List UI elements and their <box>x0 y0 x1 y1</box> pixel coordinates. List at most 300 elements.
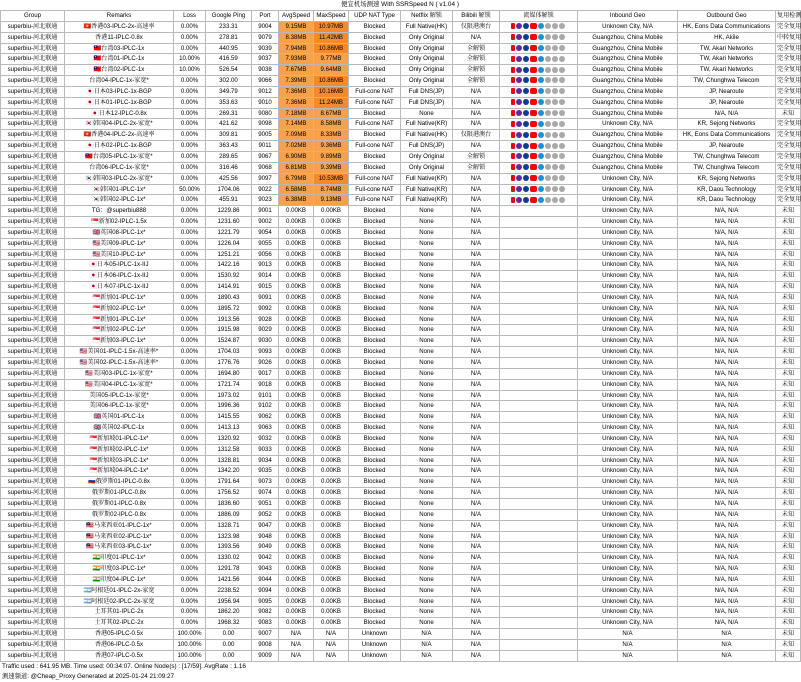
cell-netflix: Full Native(HK) <box>401 21 453 32</box>
cell-loss: 0.00% <box>174 585 206 596</box>
cell-maxspeed: 0.00KB <box>314 585 349 596</box>
cell-google-ping: 1415.55 <box>206 412 252 423</box>
cell-loss: 0.00% <box>174 574 206 585</box>
table-row <box>1 173 801 184</box>
cell-loss: 0.00% <box>174 444 206 455</box>
disney-icon <box>523 121 529 127</box>
cell-reuse: 未知 <box>776 325 801 336</box>
gray-icon <box>545 56 551 62</box>
table-row <box>1 217 801 228</box>
cell-avgspeed: 7.67MB <box>279 65 314 76</box>
gray-icon <box>559 175 565 181</box>
cell-maxspeed: 0.00KB <box>314 217 349 228</box>
cell-bilibili: N/A <box>453 639 500 650</box>
cell-inbound-geo: Guangzhou, China Mobile <box>578 65 678 76</box>
cell-reuse: 未知 <box>776 607 801 618</box>
cell-bilibili: N/A <box>453 173 500 184</box>
cell-group: superbiu-河北联通 <box>1 303 65 314</box>
hbo-icon <box>516 110 522 116</box>
cell-google-ping: 416.59 <box>206 54 252 65</box>
cell-maxspeed: 10.86MB <box>314 76 349 87</box>
cell-group: superbiu-河北联通 <box>1 564 65 575</box>
cell-avgspeed: 0.00KB <box>279 303 314 314</box>
prime-icon <box>538 23 544 29</box>
cell-bilibili: N/A <box>453 184 500 195</box>
cell-inbound-geo: Unknown City, N/A <box>578 184 678 195</box>
table-row <box>1 130 801 141</box>
cell-inbound-geo: Unknown City, N/A <box>578 585 678 596</box>
gray-icon <box>545 186 551 192</box>
cell-maxspeed: 9.64MB <box>314 65 349 76</box>
disney-icon <box>523 56 529 62</box>
cell-streaming <box>500 585 578 596</box>
cell-port: 9098 <box>252 119 279 130</box>
cell-google-ping: 1530.92 <box>206 271 252 282</box>
cell-group: superbiu-河北联通 <box>1 607 65 618</box>
gray-icon <box>545 132 551 138</box>
cell-group: superbiu-河北联通 <box>1 173 65 184</box>
cell-netflix: Full Native(KR) <box>401 184 453 195</box>
cell-streaming <box>500 433 578 444</box>
cell-google-ping: 1956.94 <box>206 596 252 607</box>
cell-bilibili: 全解锁 <box>453 65 500 76</box>
gray-icon <box>552 23 558 29</box>
cell-outbound-geo: KR, Sejong Networks <box>678 119 776 130</box>
cell-bilibili: N/A <box>453 260 500 271</box>
cell-loss: 0.00% <box>174 76 206 87</box>
cell-port: 9049 <box>252 542 279 553</box>
cell-google-ping: 1221.79 <box>206 227 252 238</box>
cell-streaming <box>500 520 578 531</box>
gray-icon <box>559 121 565 127</box>
cell-inbound-geo: Unknown City, N/A <box>578 520 678 531</box>
cell-reuse: 未知 <box>776 574 801 585</box>
cell-loss: 0.00% <box>174 368 206 379</box>
cell-avgspeed: 0.00KB <box>279 542 314 553</box>
hbo-icon <box>516 34 522 40</box>
cell-outbound-geo: N/A, N/A <box>678 217 776 228</box>
disney-icon <box>523 175 529 181</box>
cell-udp-nat: Blocked <box>349 260 401 271</box>
gray-icon <box>559 23 565 29</box>
cell-avgspeed: 0.00KB <box>279 574 314 585</box>
cell-netflix: N/A <box>401 629 453 640</box>
cell-inbound-geo: Unknown City, N/A <box>578 325 678 336</box>
youtube-icon <box>530 164 537 170</box>
cell-maxspeed: N/A <box>314 650 349 661</box>
cell-maxspeed: 0.00KB <box>314 444 349 455</box>
cell-google-ping: 1996.36 <box>206 401 252 412</box>
cell-port: 9043 <box>252 564 279 575</box>
cell-avgspeed: 0.00KB <box>279 206 314 217</box>
cell-avgspeed: 7.09MB <box>279 130 314 141</box>
cell-maxspeed: 0.00KB <box>314 292 349 303</box>
cell-group: superbiu-河北联通 <box>1 358 65 369</box>
youtube-icon <box>530 121 537 127</box>
cell-group: superbiu-河北联通 <box>1 574 65 585</box>
cell-group: superbiu-河北联通 <box>1 227 65 238</box>
cell-remarks: 🇹🇼台湾01-IPLC-1x <box>65 54 174 65</box>
table-row <box>1 282 801 293</box>
cell-maxspeed: 0.00KB <box>314 282 349 293</box>
cell-outbound-geo: JP, Nearoute <box>678 141 776 152</box>
cell-outbound-geo: N/A, N/A <box>678 108 776 119</box>
cell-google-ping: 1704.06 <box>206 184 252 195</box>
table-row <box>1 650 801 661</box>
cell-netflix: None <box>401 488 453 499</box>
cell-inbound-geo: Unknown City, N/A <box>578 574 678 585</box>
cell-remarks: 🇺🇸美国01-IPLC-1.5x-高速率* <box>65 347 174 358</box>
cell-maxspeed: 0.00KB <box>314 542 349 553</box>
cell-google-ping: 269.31 <box>206 108 252 119</box>
cell-group: superbiu-河北联通 <box>1 86 65 97</box>
cell-group: superbiu-河北联通 <box>1 379 65 390</box>
cell-maxspeed: 0.00KB <box>314 498 349 509</box>
cell-group: superbiu-河北联通 <box>1 314 65 325</box>
cell-udp-nat: Blocked <box>349 347 401 358</box>
cell-reuse: 完全复用 <box>776 151 801 162</box>
cell-loss: 0.00% <box>174 466 206 477</box>
cell-udp-nat: Blocked <box>349 130 401 141</box>
cell-streaming <box>500 498 578 509</box>
cell-netflix: None <box>401 423 453 434</box>
youtube-icon <box>530 45 537 51</box>
cell-loss: 0.00% <box>174 141 206 152</box>
cell-maxspeed: 0.00KB <box>314 466 349 477</box>
cell-reuse: 未知 <box>776 564 801 575</box>
cell-netflix: None <box>401 596 453 607</box>
cell-loss: 10.00% <box>174 65 206 76</box>
cell-loss: 0.00% <box>174 292 206 303</box>
cell-udp-nat: Blocked <box>349 151 401 162</box>
cell-netflix: Only Original <box>401 162 453 173</box>
cell-reuse: 未知 <box>776 379 801 390</box>
cell-streaming <box>500 292 578 303</box>
cell-maxspeed: 0.00KB <box>314 390 349 401</box>
cell-avgspeed: 0.00KB <box>279 433 314 444</box>
cell-avgspeed: 7.36MB <box>279 86 314 97</box>
cell-outbound-geo: N/A, N/A <box>678 553 776 564</box>
cell-inbound-geo: Unknown City, N/A <box>578 401 678 412</box>
cell-udp-nat: Full-cone NAT <box>349 86 401 97</box>
cell-port: 9052 <box>252 509 279 520</box>
cell-maxspeed: 0.00KB <box>314 455 349 466</box>
cell-reuse: 未知 <box>776 498 801 509</box>
cell-bilibili: N/A <box>453 423 500 434</box>
cell-bilibili: N/A <box>453 444 500 455</box>
cell-avgspeed: 0.00KB <box>279 585 314 596</box>
cell-bilibili: N/A <box>453 390 500 401</box>
cell-udp-nat: Blocked <box>349 520 401 531</box>
cell-port: 9022 <box>252 184 279 195</box>
cell-avgspeed: 0.00KB <box>279 509 314 520</box>
cell-avgspeed: 0.00KB <box>279 217 314 228</box>
col-header-port: Port <box>252 11 279 22</box>
gray-icon <box>545 197 551 203</box>
table-row <box>1 466 801 477</box>
cell-streaming <box>500 607 578 618</box>
cell-port: 9048 <box>252 531 279 542</box>
cell-maxspeed: 8.58MB <box>314 119 349 130</box>
cell-port: 9092 <box>252 303 279 314</box>
cell-streaming <box>500 249 578 260</box>
cell-google-ping: 1862.20 <box>206 607 252 618</box>
cell-streaming <box>500 455 578 466</box>
cell-remarks: 🇸🇬新加坡01-IPLC-1x* <box>65 433 174 444</box>
cell-remarks: 🇬🇧英国01-IPLC-1x <box>65 412 174 423</box>
col-header-inbound-geo: Inbound Geo <box>578 11 678 22</box>
table-row <box>1 477 801 488</box>
cell-outbound-geo: N/A, N/A <box>678 336 776 347</box>
cell-outbound-geo: TW, Chunghwa Telecom <box>678 151 776 162</box>
cell-loss: 0.00% <box>174 271 206 282</box>
cell-inbound-geo: Unknown City, N/A <box>578 477 678 488</box>
cell-group: superbiu-河北联通 <box>1 423 65 434</box>
cell-streaming <box>500 303 578 314</box>
disney-icon <box>523 77 529 83</box>
cell-udp-nat: Full-cone NAT <box>349 141 401 152</box>
disney-icon <box>523 186 529 192</box>
cell-avgspeed: 0.00KB <box>279 347 314 358</box>
cell-netflix: None <box>401 206 453 217</box>
disney-icon <box>523 132 529 138</box>
cell-inbound-geo: Guangzhou, China Mobile <box>578 130 678 141</box>
hbo-icon <box>516 164 522 170</box>
cell-maxspeed: 9.89MB <box>314 151 349 162</box>
table-row <box>1 379 801 390</box>
cell-outbound-geo: N/A, N/A <box>678 423 776 434</box>
cell-maxspeed: 9.39MB <box>314 162 349 173</box>
cell-avgspeed: 0.00KB <box>279 596 314 607</box>
cell-outbound-geo: N/A, N/A <box>678 292 776 303</box>
gray-icon <box>559 34 565 40</box>
cell-netflix: None <box>401 618 453 629</box>
cell-bilibili: 全解锁 <box>453 76 500 87</box>
cell-outbound-geo: N/A, N/A <box>678 498 776 509</box>
cell-bilibili: N/A <box>453 553 500 564</box>
prime-icon <box>538 77 544 83</box>
cell-udp-nat: Blocked <box>349 43 401 54</box>
cell-port: 9055 <box>252 238 279 249</box>
cell-maxspeed: 8.67MB <box>314 108 349 119</box>
cell-remarks: 香港05-IPLC-0.5x <box>65 629 174 640</box>
cell-bilibili: N/A <box>453 596 500 607</box>
cell-loss: 10.00% <box>174 54 206 65</box>
prime-icon <box>538 153 544 159</box>
cell-udp-nat: Full-cone NAT <box>349 184 401 195</box>
gray-icon <box>552 45 558 51</box>
cell-reuse: 未知 <box>776 347 801 358</box>
cell-netflix: None <box>401 585 453 596</box>
cell-udp-nat: Blocked <box>349 444 401 455</box>
cell-netflix: Full DNS(JP) <box>401 97 453 108</box>
cell-port: 9023 <box>252 195 279 206</box>
cell-inbound-geo: Unknown City, N/A <box>578 488 678 499</box>
netflix-icon <box>511 56 515 62</box>
cell-google-ping: 455.91 <box>206 195 252 206</box>
cell-inbound-geo: Unknown City, N/A <box>578 423 678 434</box>
cell-loss: 0.00% <box>174 249 206 260</box>
table-row <box>1 401 801 412</box>
table-row <box>1 249 801 260</box>
cell-maxspeed: 10.97MB <box>314 21 349 32</box>
cell-port: 9091 <box>252 292 279 303</box>
youtube-icon <box>530 77 537 83</box>
gray-icon <box>559 153 565 159</box>
cell-reuse: 未知 <box>776 314 801 325</box>
cell-google-ping: 1913.56 <box>206 314 252 325</box>
table-row <box>1 358 801 369</box>
col-header-streaming: 流媒体解锁 <box>500 11 578 22</box>
cell-google-ping: 1895.72 <box>206 303 252 314</box>
cell-port: 9009 <box>252 650 279 661</box>
table-row <box>1 325 801 336</box>
report-title: 便宜机场测速 With SSRSpeed N ( v1.04 ) <box>341 1 459 8</box>
cell-loss: 0.00% <box>174 423 206 434</box>
col-header-reuse: 复用检测 <box>776 11 801 22</box>
cell-remarks: 香港07-IPLC-0.5x <box>65 650 174 661</box>
cell-remarks: 🇬🇧英国02-IPLC-1x <box>65 423 174 434</box>
cell-remarks: 🇯🇵日本02-IPLC-1x-BGP <box>65 141 174 152</box>
cell-streaming <box>500 65 578 76</box>
disney-icon <box>523 110 529 116</box>
cell-remarks: 🇹🇼台湾02-IPLC-1x <box>65 65 174 76</box>
gray-icon <box>552 197 558 203</box>
cell-inbound-geo: Unknown City, N/A <box>578 217 678 228</box>
cell-inbound-geo: Unknown City, N/A <box>578 466 678 477</box>
cell-outbound-geo: N/A, N/A <box>678 542 776 553</box>
cell-group: superbiu-河北联通 <box>1 271 65 282</box>
cell-port: 9067 <box>252 151 279 162</box>
gray-icon <box>552 121 558 127</box>
cell-streaming <box>500 509 578 520</box>
cell-group: superbiu-河北联通 <box>1 347 65 358</box>
cell-bilibili: N/A <box>453 119 500 130</box>
cell-google-ping: 1776.76 <box>206 358 252 369</box>
cell-google-ping: 1836.60 <box>206 498 252 509</box>
cell-avgspeed: N/A <box>279 629 314 640</box>
cell-streaming <box>500 423 578 434</box>
table-row <box>1 76 801 87</box>
cell-streaming <box>500 379 578 390</box>
cell-netflix: None <box>401 379 453 390</box>
netflix-icon <box>511 88 515 94</box>
gray-icon <box>559 110 565 116</box>
cell-streaming <box>500 184 578 195</box>
gray-icon <box>559 186 565 192</box>
cell-remarks: 俄罗斯01-IPLC-0.8x <box>65 488 174 499</box>
table-row <box>1 21 801 32</box>
cell-outbound-geo: N/A, N/A <box>678 596 776 607</box>
cell-loss: 0.00% <box>174 130 206 141</box>
cell-streaming <box>500 390 578 401</box>
netflix-icon <box>511 77 515 83</box>
cell-remarks: 🇭🇰香港03-IPLC-2x-高速率 <box>65 21 174 32</box>
cell-inbound-geo: Unknown City, N/A <box>578 206 678 217</box>
cell-outbound-geo: N/A, N/A <box>678 607 776 618</box>
gray-icon <box>552 132 558 138</box>
table-row <box>1 412 801 423</box>
cell-avgspeed: 0.00KB <box>279 401 314 412</box>
cell-netflix: Only Original <box>401 43 453 54</box>
cell-outbound-geo: N/A <box>678 629 776 640</box>
cell-bilibili: N/A <box>453 433 500 444</box>
cell-udp-nat: Blocked <box>349 542 401 553</box>
cell-outbound-geo: KR, Daou Technology <box>678 184 776 195</box>
cell-remarks: 🇯🇵日本07-IPLC-1x-IIJ <box>65 282 174 293</box>
cell-streaming <box>500 195 578 206</box>
netflix-icon <box>511 164 515 170</box>
cell-maxspeed: 0.00KB <box>314 401 349 412</box>
cell-google-ping: 1694.80 <box>206 368 252 379</box>
table-row <box>1 271 801 282</box>
cell-remarks: 🇺🇸美国02-IPLC-1.5x-高速率* <box>65 358 174 369</box>
table-row <box>1 292 801 303</box>
cell-netflix: None <box>401 217 453 228</box>
cell-avgspeed: 6.90MB <box>279 151 314 162</box>
cell-reuse: 完全复用 <box>776 173 801 184</box>
cell-inbound-geo: Unknown City, N/A <box>578 271 678 282</box>
cell-bilibili: 全解锁 <box>453 162 500 173</box>
cell-avgspeed: 0.00KB <box>279 444 314 455</box>
cell-netflix: None <box>401 433 453 444</box>
cell-remarks: 🇭🇰香港04-IPLC-2x-高速率 <box>65 130 174 141</box>
cell-outbound-geo: N/A, N/A <box>678 455 776 466</box>
disney-icon <box>523 164 529 170</box>
cell-remarks: 🇹🇼台湾05-IPLC-1x-家宽* <box>65 151 174 162</box>
cell-loss: 100.00% <box>174 629 206 640</box>
cell-google-ping: 440.95 <box>206 43 252 54</box>
cell-streaming <box>500 347 578 358</box>
cell-netflix: Only Original <box>401 54 453 65</box>
cell-avgspeed: 0.00KB <box>279 314 314 325</box>
table-row <box>1 43 801 54</box>
youtube-icon <box>530 197 537 203</box>
cell-inbound-geo: Unknown City, N/A <box>578 195 678 206</box>
cell-group: superbiu-河北联通 <box>1 76 65 87</box>
cell-reuse: 未知 <box>776 477 801 488</box>
cell-group: superbiu-河北联通 <box>1 282 65 293</box>
cell-udp-nat: Blocked <box>349 217 401 228</box>
table-row <box>1 119 801 130</box>
cell-inbound-geo: Unknown City, N/A <box>578 314 678 325</box>
cell-inbound-geo: N/A <box>578 629 678 640</box>
cell-google-ping: 421.62 <box>206 119 252 130</box>
cell-reuse: 未知 <box>776 629 801 640</box>
cell-loss: 0.00% <box>174 151 206 162</box>
cell-loss: 0.00% <box>174 97 206 108</box>
cell-streaming <box>500 618 578 629</box>
cell-inbound-geo: Unknown City, N/A <box>578 379 678 390</box>
cell-udp-nat: Blocked <box>349 553 401 564</box>
cell-remarks: 🇰🇷韩国02-IPLC-1x* <box>65 195 174 206</box>
cell-streaming <box>500 97 578 108</box>
cell-loss: 0.00% <box>174 206 206 217</box>
gray-icon <box>545 164 551 170</box>
cell-reuse: 未知 <box>776 206 801 217</box>
cell-streaming <box>500 32 578 43</box>
cell-maxspeed: N/A <box>314 629 349 640</box>
cell-avgspeed: 0.00KB <box>279 390 314 401</box>
table-row <box>1 206 801 217</box>
cell-netflix: None <box>401 271 453 282</box>
cell-bilibili: N/A <box>453 520 500 531</box>
cell-port: 9028 <box>252 314 279 325</box>
cell-udp-nat: Blocked <box>349 358 401 369</box>
cell-port: 9094 <box>252 585 279 596</box>
cell-loss: 0.00% <box>174 520 206 531</box>
cell-reuse: 未知 <box>776 650 801 661</box>
